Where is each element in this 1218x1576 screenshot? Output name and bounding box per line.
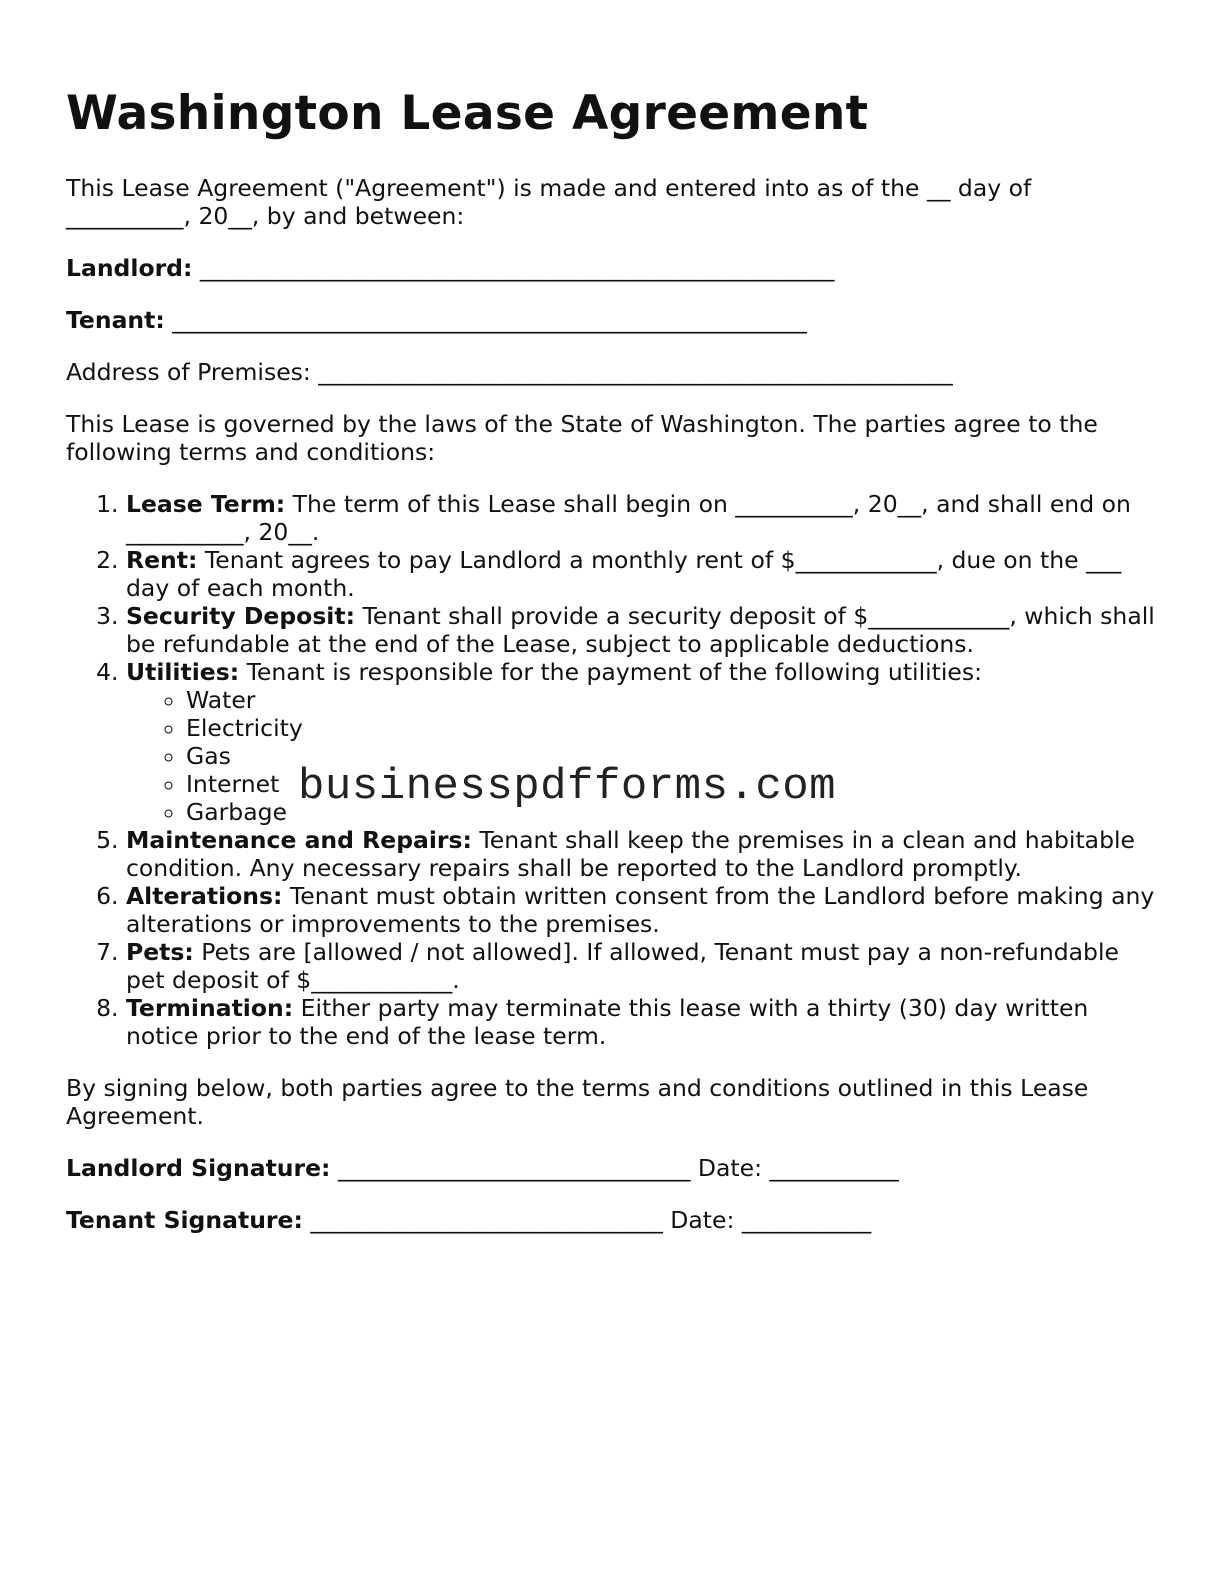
watermark: businesspdfforms.com xyxy=(298,762,837,812)
term-label: Termination: xyxy=(126,994,294,1022)
utility-item: ◦ Internet xyxy=(186,770,1156,798)
intro-paragraph: This Lease Agreement ("Agreement") is made and entered into as of the __ day of __________, 20__, by and between: xyxy=(66,174,1032,230)
term-item-pets xyxy=(126,938,1156,994)
tenant-signature-blank: ______________________________ Date: ___________ xyxy=(302,1206,872,1234)
term-label: Alterations: xyxy=(126,882,283,910)
utility-item: ◦ Gas xyxy=(186,742,1156,770)
term-text: Tenant shall provide a security deposit of $____________, which shall be refundable at the end of the Lease, subject to applicable deductions. xyxy=(126,602,1155,658)
tenant-line xyxy=(66,306,1156,334)
term-item-security-deposit xyxy=(126,602,1156,658)
landlord-signature-blank: ______________________________ Date: ___________ xyxy=(330,1154,899,1182)
address-line: Address of Premises: ______________________________________________________ xyxy=(66,358,953,386)
term-text: Tenant agrees to pay Landlord a monthly rent of $____________, due on the ___ day of each month. xyxy=(126,546,1122,602)
term-label: Maintenance and Repairs: xyxy=(126,826,472,854)
term-item-maintenance xyxy=(126,826,1156,882)
governing-paragraph: This Lease is governed by the laws of the State of Washington. The parties agree to the following terms and conditions: xyxy=(66,410,1098,466)
tenant-blank: ______________________________________________________ xyxy=(164,306,807,334)
term-label: Rent: xyxy=(126,546,198,574)
term-item-rent xyxy=(126,546,1156,602)
term-text: Tenant shall keep the premises in a clean and habitable condition. Any necessary repairs shall be reported to the Landlord promptly. xyxy=(126,826,1135,882)
closing-paragraph: By signing below, both parties agree to the terms and conditions outlined in this Lease Agreement. xyxy=(66,1074,1089,1130)
term-label: Lease Term: xyxy=(126,490,286,518)
landlord-signature-line xyxy=(66,1154,1156,1182)
tenant-label: Tenant: xyxy=(66,306,165,334)
tenant-signature-label: Tenant Signature: xyxy=(66,1206,303,1234)
term-text: Either party may terminate this lease with a thirty (30) day written notice prior to the end of the lease term. xyxy=(126,994,1089,1050)
term-text: Tenant is responsible for the payment of the following utilities: xyxy=(239,658,982,686)
term-item-lease-term xyxy=(126,490,1156,546)
document-page xyxy=(66,84,1156,1258)
page-title: Washington Lease Agreement xyxy=(66,86,869,141)
term-text: Pets are [allowed / not allowed]. If allowed, Tenant must pay a non-refundable pet deposit of $____________. xyxy=(126,938,1119,994)
landlord-signature-label: Landlord Signature: xyxy=(66,1154,331,1182)
term-label: Pets: xyxy=(126,938,194,966)
landlord-line xyxy=(66,254,1156,282)
term-text: The term of this Lease shall begin on __________, 20__, and shall end on __________, 20__. xyxy=(126,490,1131,546)
utility-item: ◦ Electricity xyxy=(186,714,1156,742)
tenant-signature-line xyxy=(66,1206,1156,1234)
term-label: Utilities: xyxy=(126,658,240,686)
term-item-termination xyxy=(126,994,1156,1050)
term-item-alterations xyxy=(126,882,1156,938)
term-text: Tenant must obtain written consent from the Landlord before making any alterations or improvements to the premises. xyxy=(126,882,1155,938)
landlord-label: Landlord: xyxy=(66,254,193,282)
utility-item: ◦ Garbage xyxy=(186,798,1156,826)
landlord-blank: ______________________________________________________ xyxy=(192,254,835,282)
term-label: Security Deposit: xyxy=(126,602,355,630)
utility-item: ◦ Water xyxy=(186,686,1156,714)
